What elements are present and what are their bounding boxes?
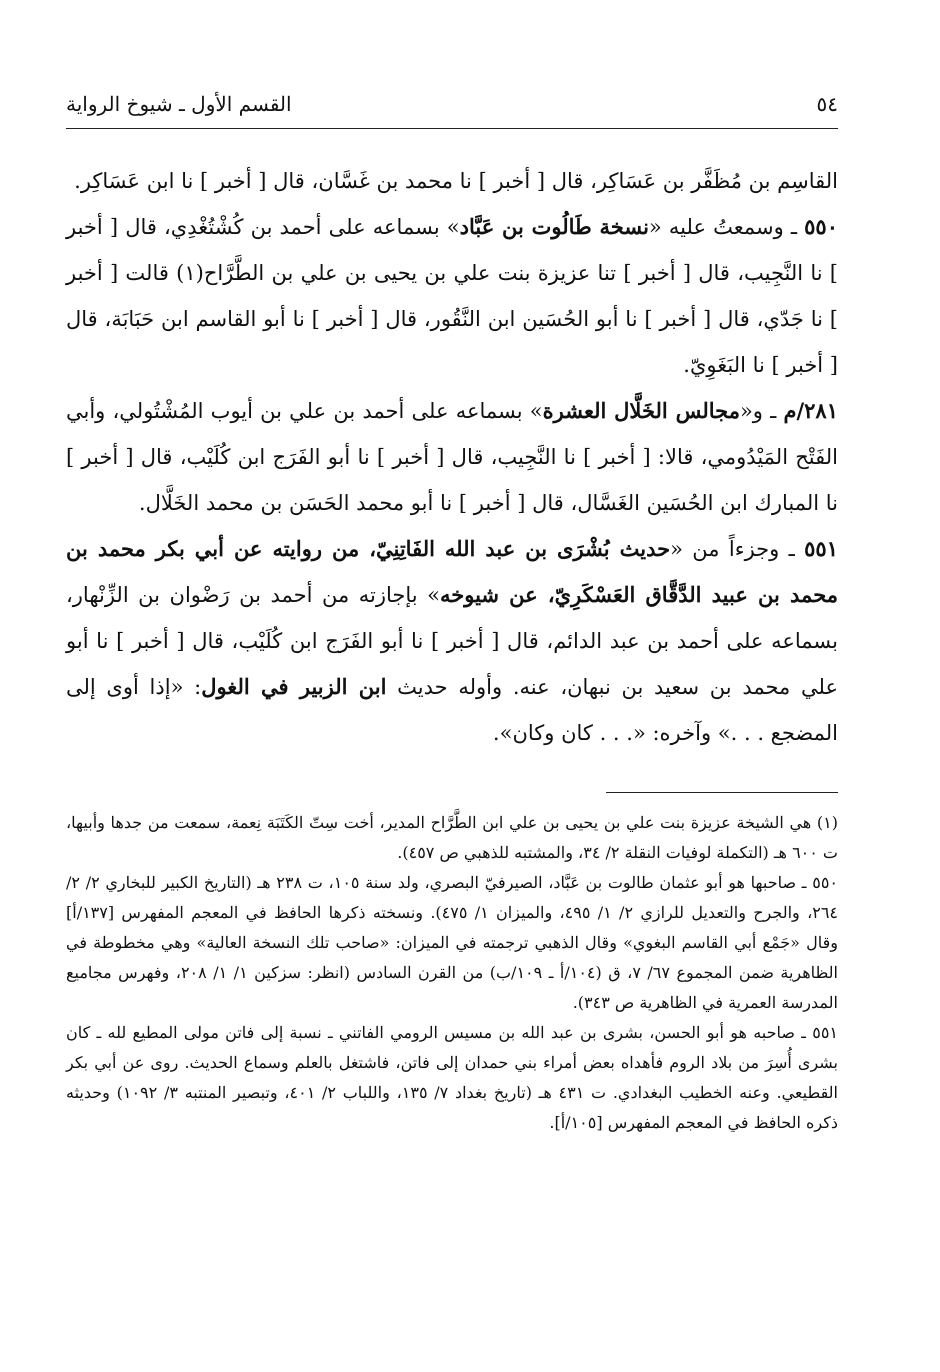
entry-body: » بإجازته من أحمد بن رَضْوان بن الزِّنْهار، بسماعه على أحمد بن عبد الدائم، قال [ أخبر ] نا أبو الفَرَج ابن كُلَيْب، قال [ أخبر ] نا أبو علي محمد بن سعيد بن نبهان، عنه. وأوله حديث [66, 583, 838, 699]
footnote-551: ٥٥١ ـ صاحبه هو أبو الحسن، بشرى بن عبد الله بن مسيس الرومي الفاتني ـ نسبة إلى فاتن مولى المطيع لله ـ كان بشرى أُسِرَ من بلاد الروم فأهداه بعض أمراء بني حمدان إلى فاتن، فاشتغل بالعلم وسماع الحديث. روى عن أبي بكر القطيعي. وعنه الخطيب البغدادي. ت ٤٣١ هـ (تاريخ بغداد ٧/ ١٣٥، واللباب ٢/ ٤٠١، وتبصير المنتبه ٣/ ١٠٩٢) وحديثه ذكره الحافظ في المعجم المفهرس [١٠٥/أ]. [66, 1023, 838, 1132]
entry-550 [66, 204, 838, 388]
entry-281 [66, 388, 838, 526]
footnotes [66, 808, 838, 1138]
entry-number: ٢٨١/م [783, 398, 838, 423]
entry-highlight: ابن الزبير في الغول [201, 674, 387, 699]
entry-lead: ـ وسمعتُ عليه « [648, 215, 798, 239]
entry-body: » بسماعه على أحمد بن كُشْتُغْدِي، قال [ أخبر ] نا النَّجِيب، قال [ أخبر ] تنا عزيزة بنت علي بن يحيى بن علي بن الطَّرَّاح(١) قالت [ أخبر ] نا جَدّي، قال [ أخبر ] نا أبو الحُسَين ابن النَّقُور، قال [ أخبر ] نا أبو القاسم ابن حَبَابَة، قال [ أخبر ] نا البَغَوِيّ. [66, 215, 838, 377]
main-text [66, 158, 838, 756]
page-number: ٥٤ [816, 92, 838, 116]
footnote-550: ٥٥٠ ـ صاحبها هو أبو عثمان طالوت بن عَبَّاد، الصيرفيّ البصري، ولد سنة ١٠٥، ت ٢٣٨ هـ (التاريخ الكبير للبخاري ٢/ ٢/ ٢٦٤، والجرح والتعديل للرازي ٢/ ١/ ٤٩٥، والميزان ١/ ٤٧٥). ونسخته ذكرها الحافظ في المعجم المفهرس [١٣٧/أ] وقال «جَمْع أبي القاسم البغوي» وقال الذهبي ترجمته في الميزان: «صاحب تلك النسخة العالية» وهي مخطوطة في الظاهرية ضمن المجموع ٦٧/ ٧، ق (١٠٤/أ ـ ١٠٩/ب) من القرن السادس (انظر: سزكين ١/ ١/ ٢٠٨، وفهرس مجاميع المدرسة العمرية في الظاهرية ص ٣٤٣). [66, 873, 839, 1012]
entry-lead: ـ وجزءاً من « [670, 537, 795, 561]
section-title: القسم الأول ـ شيوخ الرواية [66, 92, 292, 116]
footnote-divider [606, 792, 838, 793]
paragraph-intro: القاسِم بن مُظَفَّر بن عَسَاكِر، قال [ أخبر ] نا محمد بن غَسَّان، قال [ أخبر ] نا ابن عَسَاكِر. [74, 169, 838, 193]
entry-number: ٥٥٠ [804, 214, 838, 239]
entry-title: حديث بُشْرَى بن عبد الله الفَاتِنِيّ، من روايته عن أبي بكر محمد بن محمد بن عبيد الدَّقَّاق العَسْكَرِيّ، عن شيوخه [66, 536, 838, 607]
entry-body: » بسماعه على أحمد بن علي بن أيوب المُشْتُولي، وأبي الفَتْح المَيْدُومي، قالا: [ أخبر ] نا النَّجِيب، قال [ أخبر ] نا أبو الفَرَج ابن كُلَيْب، قال [ أخبر ] نا المبارك ابن الحُسَين الغَسَّال، قال [ أخبر ] نا أبو محمد الحَسَن بن محمد الخَلَّال. [66, 399, 838, 515]
footnote-1: (١) هي الشيخة عزيزة بنت علي بن يحيى بن علي ابن الطَّرَّاح المدير، أخت سِتّ الكَتَبَة نِعمة، سمعت من جدها وأبيها، ت ٦٠٠ هـ (التكملة لوفيات النقلة ٢/ ٣٤، والمشتبه للذهبي ص ٤٥٧). [66, 813, 838, 862]
entry-number: ٥٥١ [804, 536, 838, 561]
entry-lead: ـ و« [739, 399, 777, 423]
entry-tail: : «إذا أوى إلى المضجع . . .» وآخره: «. . . كان وكان». [66, 675, 838, 745]
entry-title: نسخة طَالُوت بن عَبَّاد [459, 214, 649, 239]
header-divider [66, 128, 838, 129]
running-header [66, 84, 838, 124]
entry-551 [66, 526, 838, 756]
entry-title: مجالس الخَلَّال العشرة [542, 398, 740, 423]
